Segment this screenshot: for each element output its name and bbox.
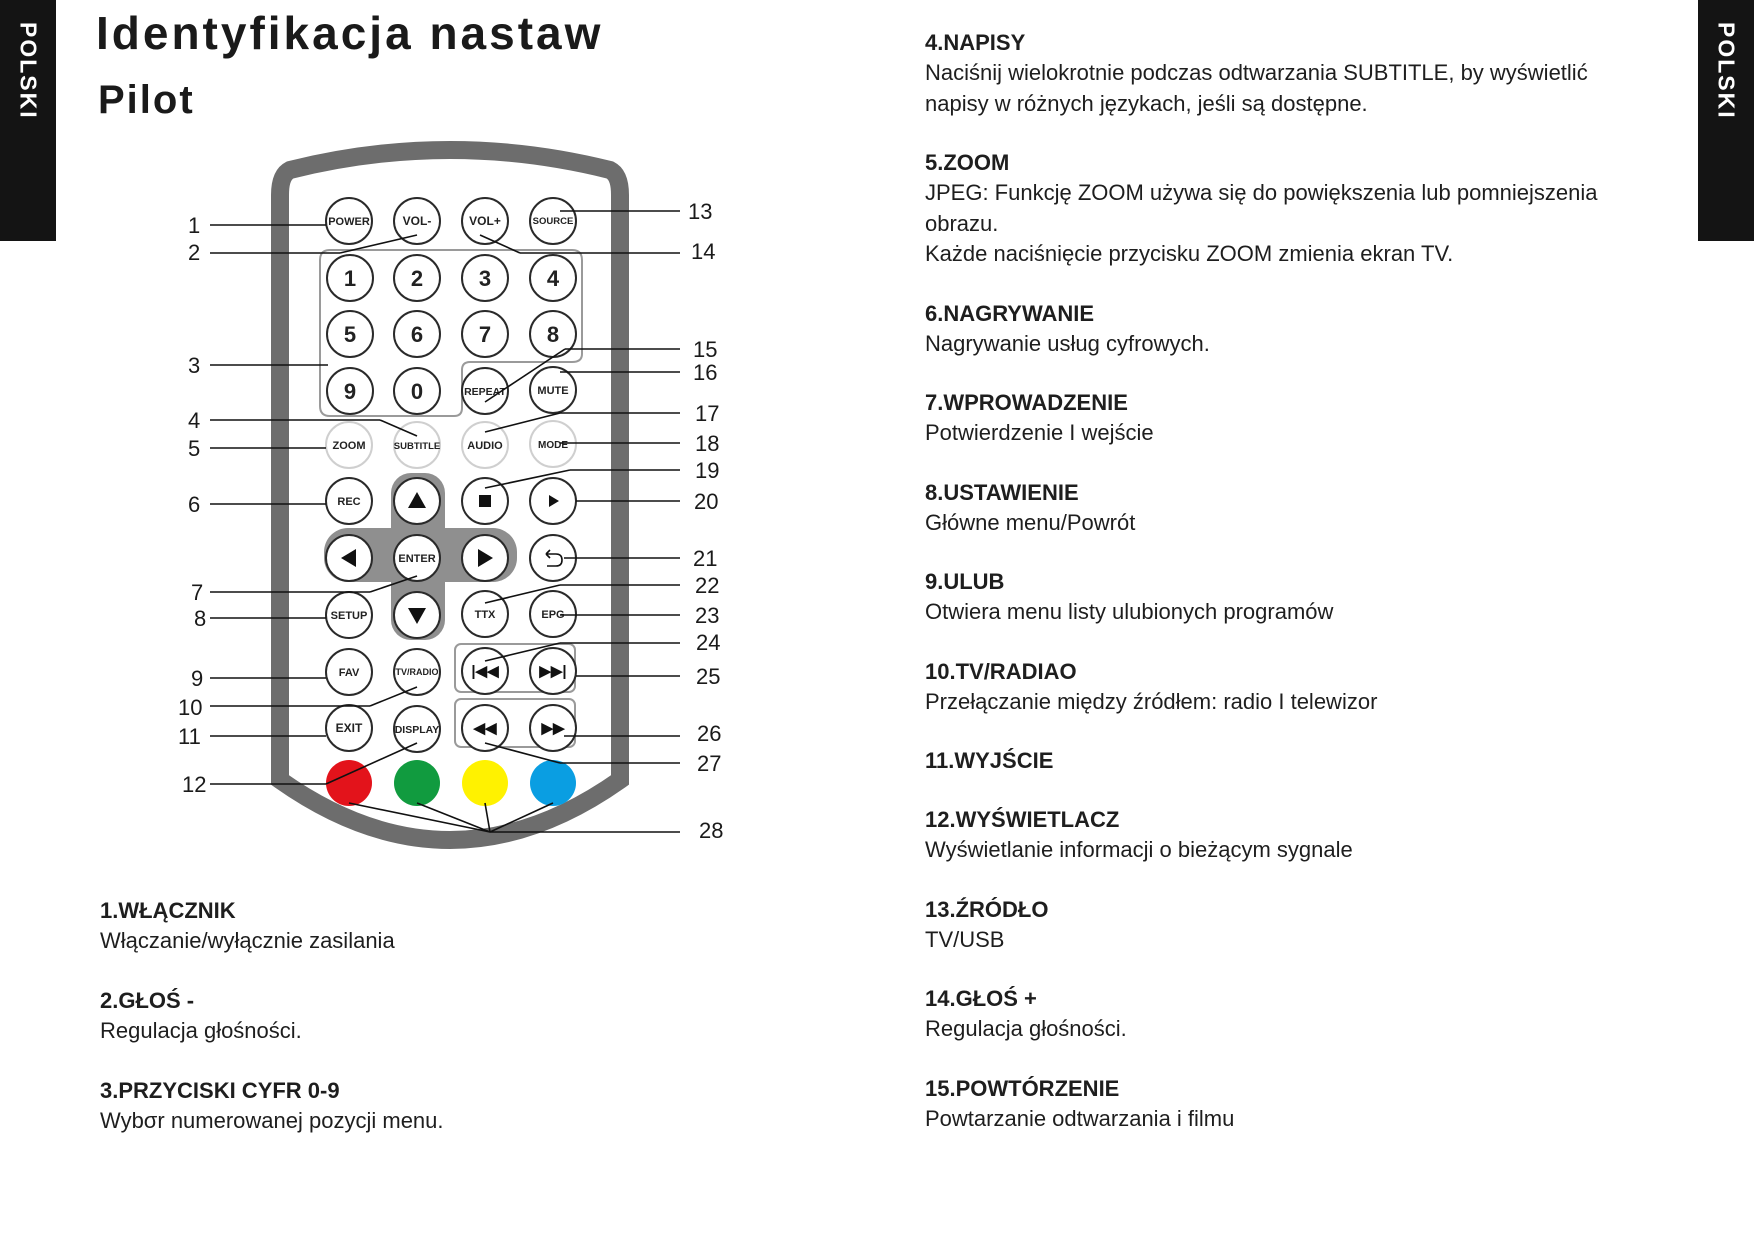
up-button[interactable]: [394, 478, 440, 524]
description-item-title: 9.ULUB: [925, 569, 1005, 594]
left-button[interactable]: [326, 535, 372, 581]
callout-26: 26: [697, 721, 722, 746]
description-item-text: Otwiera menu listy ulubionych programów: [925, 599, 1334, 624]
forward-button[interactable]: [530, 705, 576, 751]
digit-3-label: 3: [478, 266, 492, 291]
digit-9-button[interactable]: [327, 368, 373, 414]
description-item: [100, 896, 720, 956]
callout-28: 28: [699, 818, 724, 843]
source-label: SOURCE: [532, 216, 574, 227]
enter-label: ENTER: [398, 553, 436, 565]
description-item: [925, 657, 1645, 718]
description-item: [925, 148, 1645, 270]
audio-label: AUDIO: [467, 440, 503, 452]
rewind-button[interactable]: [462, 705, 508, 751]
digit-1-button[interactable]: [327, 255, 373, 301]
ttx-button[interactable]: [462, 591, 508, 637]
yellow-button[interactable]: [462, 760, 508, 806]
rewind-icon: ◀◀: [473, 720, 497, 737]
callout-27: 27: [697, 751, 722, 776]
mute-label: MUTE: [537, 385, 569, 397]
description-item: [100, 986, 720, 1046]
mute-button[interactable]: [530, 367, 576, 413]
callout-21: 21: [693, 546, 718, 571]
skip-back-icon: |◀◀: [471, 663, 499, 680]
digit-1-label: 1: [343, 266, 357, 291]
digit-2-button[interactable]: [394, 255, 440, 301]
callout-11: 11: [178, 724, 201, 749]
next-button[interactable]: [530, 648, 576, 694]
description-item: [925, 1074, 1645, 1135]
callout-10: 10: [178, 695, 203, 720]
subtitle-label: SUBTITLE: [393, 441, 441, 452]
digit-0-label: 0: [410, 379, 424, 404]
description-item: [925, 895, 1645, 956]
callout-19: 19: [695, 458, 720, 483]
digit-5-button[interactable]: [327, 311, 373, 357]
description-item-title: 2.GŁOŚ -: [100, 988, 195, 1013]
power-label: POWER: [328, 216, 370, 228]
description-item-title: 3.PRZYCISKI CYFR 0-9: [100, 1078, 340, 1103]
exit-label: EXIT: [335, 721, 363, 735]
callout-8: 8: [194, 606, 207, 631]
description-item-text: Główne menu/Powrót: [925, 509, 1136, 535]
vol-minus-label: VOL-: [402, 214, 432, 228]
callout-2: 2: [188, 240, 201, 265]
description-item-text: Każde naciśnięcie przycisku ZOOM zmienia ekran TV.: [925, 241, 1454, 266]
description-item-title: 1.WŁĄCZNIK: [100, 898, 236, 923]
callout-14: 14: [691, 239, 716, 264]
digit-8-label: 8: [546, 322, 560, 347]
digit-4-label: 4: [546, 266, 560, 291]
description-item-title: 10.TV/RADIAO: [925, 658, 1077, 684]
description-item-text: Regulacja głośności.: [100, 1018, 302, 1043]
callout-4: 4: [188, 408, 201, 433]
description-item-title: 12.WYŚWIETLACZ: [925, 807, 1120, 832]
digit-6-button[interactable]: [394, 311, 440, 357]
vol-plus-label: VOL+: [469, 214, 501, 228]
description-item-text: Powtarzanie odtwarzania i filmu: [925, 1105, 1235, 1131]
description-item: [100, 1076, 720, 1136]
description-item-text: TV/USB: [925, 926, 1005, 952]
description-item-title: 11.WYJŚCIE: [925, 748, 1054, 773]
description-item-title: 8.USTAWIENIE: [925, 479, 1079, 505]
description-list-right: [925, 28, 1645, 1163]
mode-button[interactable]: [530, 421, 576, 467]
green-button[interactable]: [394, 760, 440, 806]
repeat-label: REPEAT: [464, 386, 506, 398]
skip-forward-icon: ▶▶|: [539, 663, 567, 680]
description-item-text: obrazu.: [925, 210, 999, 236]
description-item-text: JPEG: Funkcję ZOOM używa się do powiększenia lub pomniejszenia: [925, 180, 1598, 205]
zoom-label: ZOOM: [332, 440, 366, 452]
prev-button[interactable]: [462, 648, 508, 694]
description-item-title: 5.ZOOM: [925, 150, 1010, 175]
side-tab-label: POLSKI: [15, 21, 42, 120]
rec-label: REC: [337, 496, 361, 508]
callout-9: 9: [191, 666, 204, 691]
callout-13: 13: [688, 199, 713, 224]
ttx-label: TTX: [474, 609, 496, 621]
setup-button[interactable]: [326, 592, 372, 638]
description-item-title: 7.WPROWADZENIE: [925, 390, 1128, 415]
section-title: Pilot: [98, 78, 195, 122]
fast-forward-icon: ▶▶: [541, 720, 565, 737]
description-item: [925, 299, 1645, 360]
callout-25: 25: [696, 664, 721, 689]
description-item-text: Nagrywanie usług cyfrowych.: [925, 330, 1210, 356]
description-item-text: Regulacja głośności.: [925, 1016, 1127, 1041]
tvradio-button[interactable]: [394, 649, 440, 695]
digit-8-button[interactable]: [530, 311, 576, 357]
description-item: [925, 805, 1645, 866]
right-button[interactable]: [462, 535, 508, 581]
description-item-title: 4.NAPISY: [925, 30, 1026, 55]
callout-1: 1: [188, 213, 201, 238]
epg-label: EPG: [541, 609, 565, 621]
callout-3: 3: [188, 353, 201, 378]
remote-diagram: [160, 140, 760, 885]
description-item: [925, 28, 1645, 119]
description-item-title: 14.GŁOŚ +: [925, 986, 1037, 1011]
down-button[interactable]: [394, 592, 440, 638]
blue-button[interactable]: [530, 760, 576, 806]
callout-12: 12: [182, 772, 207, 797]
description-item-title: 15.POWTÓRZENIE: [925, 1075, 1120, 1101]
source-button[interactable]: [530, 198, 576, 244]
description-item: [925, 746, 1645, 776]
description-item: [925, 478, 1645, 539]
digit-3-button[interactable]: [462, 255, 508, 301]
zoom-button[interactable]: [326, 422, 372, 468]
description-item-text: Przełączanie między źródłem: radio I telewizor: [925, 688, 1378, 714]
tvradio-label: TV/RADIO: [395, 667, 439, 677]
enter-button[interactable]: [394, 535, 440, 581]
digit-6-label: 6: [410, 322, 424, 347]
epg-button[interactable]: [530, 591, 576, 637]
digit-4-button[interactable]: [530, 255, 576, 301]
callout-23: 23: [695, 603, 720, 628]
description-list-left: [100, 896, 720, 1166]
setup-label: SETUP: [330, 610, 368, 622]
callout-7: 7: [191, 580, 204, 605]
fav-label: FAV: [338, 667, 360, 679]
display-label: DISPLAY: [394, 724, 440, 736]
callout-6: 6: [188, 492, 201, 517]
description-item: [925, 984, 1645, 1045]
description-item: [925, 567, 1645, 628]
digit-9-label: 9: [343, 379, 357, 404]
callout-17: 17: [695, 401, 720, 426]
digit-0-button[interactable]: [394, 368, 440, 414]
audio-button[interactable]: [462, 422, 508, 468]
display-button[interactable]: [394, 706, 440, 752]
stop-icon: [479, 495, 491, 507]
mode-label: MODE: [538, 440, 568, 451]
callout-22: 22: [695, 573, 720, 598]
fav-button[interactable]: [326, 649, 372, 695]
digit-2-label: 2: [410, 266, 424, 291]
callout-24: 24: [696, 630, 721, 655]
description-item-text: Naciśnij wielokrotnie podczas odtwarzania SUBTITLE, by wyświetlić: [925, 60, 1588, 85]
description-item-text: Wybσr numerowanej pozycji menu.: [100, 1108, 444, 1133]
play-button[interactable]: [530, 478, 576, 524]
callout-5: 5: [188, 436, 201, 461]
digit-7-label: 7: [478, 322, 492, 347]
side-tab-left: [0, 0, 56, 241]
description-item-title: 6.NAGRYWANIE: [925, 300, 1095, 326]
description-item-text: Potwierdzenie I wejście: [925, 420, 1154, 445]
description-item: [925, 388, 1645, 449]
power-button[interactable]: [326, 198, 372, 244]
side-tab-label: POLSKI: [1713, 21, 1740, 120]
description-item-title: 13.ŹRÓDŁO: [925, 896, 1049, 922]
callout-16: 16: [693, 360, 718, 385]
digit-7-button[interactable]: [462, 311, 508, 357]
page-title: Identyfikacja nastaw: [96, 7, 604, 59]
description-item-text: Włączanie/wyłącznie zasilania: [100, 928, 395, 953]
callout-15: 15: [693, 337, 718, 362]
vol-minus-button[interactable]: [394, 198, 440, 244]
callout-18: 18: [695, 431, 720, 456]
description-item-text: napisy w różnych językach, jeśli są dostępne.: [925, 90, 1368, 116]
callout-20: 20: [694, 489, 719, 514]
description-item-text: Wyświetlanie informacji o bieżącym sygnale: [925, 837, 1353, 862]
digit-5-label: 5: [343, 322, 357, 347]
side-tab-right: [1698, 0, 1754, 241]
exit-button[interactable]: [326, 705, 372, 751]
rec-button[interactable]: [326, 478, 372, 524]
